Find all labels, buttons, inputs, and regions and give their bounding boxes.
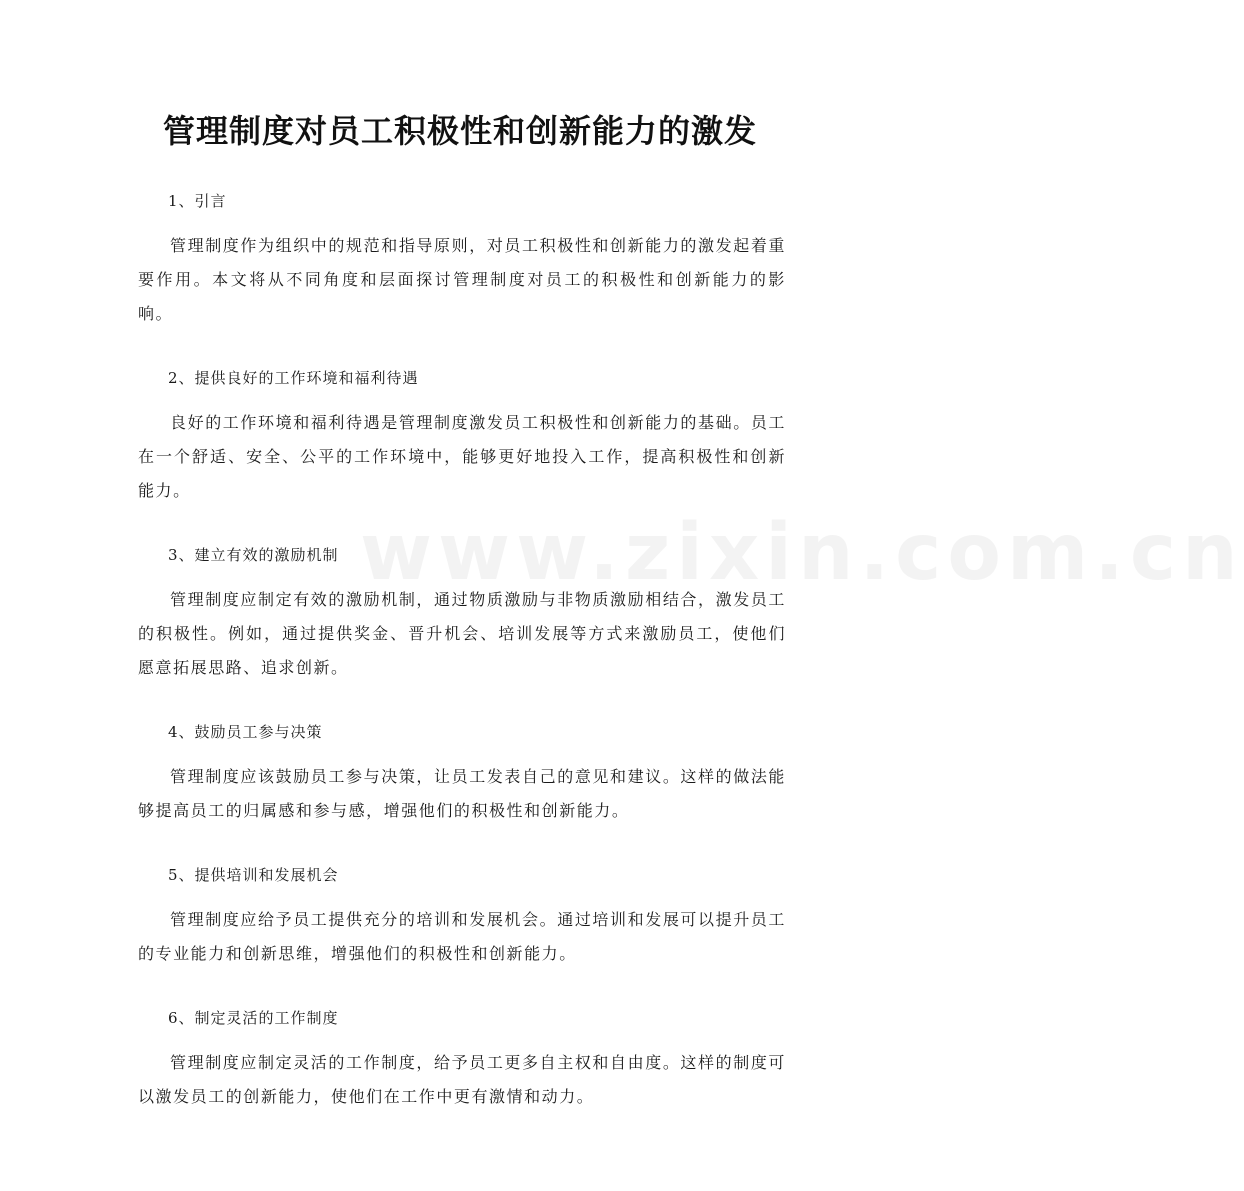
section-paragraph: 良好的工作环境和福利待遇是管理制度激发员工积极性和创新能力的基础。员工在一个舒适、安全、公平的工作环境中，能够更好地投入工作，提高积极性和创新能力。 bbox=[138, 413, 786, 500]
section-6 bbox=[138, 998, 786, 1114]
section-1 bbox=[138, 181, 786, 331]
section-heading: 5、提供培训和发展机会 bbox=[168, 866, 339, 884]
section-4 bbox=[138, 712, 786, 828]
section-paragraph: 管理制度应给予员工提供充分的培训和发展机会。通过培训和发展可以提升员工的专业能力和创新思维，增强他们的积极性和创新能力。 bbox=[138, 910, 786, 963]
section-3 bbox=[138, 535, 786, 685]
section-heading: 2、提供良好的工作环境和福利待遇 bbox=[168, 369, 419, 387]
section-heading: 6、制定灵活的工作制度 bbox=[168, 1009, 339, 1027]
section-paragraph: 管理制度应该鼓励员工参与决策，让员工发表自己的意见和建议。这样的做法能够提高员工的归属感和参与感，增强他们的积极性和创新能力。 bbox=[138, 767, 786, 820]
document-title: 管理制度对员工积极性和创新能力的激发 bbox=[162, 112, 757, 150]
document-body bbox=[138, 181, 786, 1141]
section-paragraph: 管理制度作为组织中的规范和指导原则，对员工积极性和创新能力的激发起着重要作用。本文将从不同角度和层面探讨管理制度对员工的积极性和创新能力的影响。 bbox=[138, 236, 786, 323]
section-heading: 4、鼓励员工参与决策 bbox=[168, 723, 323, 741]
section-heading: 3、建立有效的激励机制 bbox=[168, 546, 339, 564]
section-2 bbox=[138, 358, 786, 508]
section-5 bbox=[138, 855, 786, 971]
section-paragraph: 管理制度应制定灵活的工作制度，给予员工更多自主权和自由度。这样的制度可以激发员工的创新能力，使他们在工作中更有激情和动力。 bbox=[138, 1053, 786, 1106]
section-paragraph: 管理制度应制定有效的激励机制，通过物质激励与非物质激励相结合，激发员工的积极性。例如，通过提供奖金、晋升机会、培训发展等方式来激励员工，使他们愿意拓展思路、追求创新。 bbox=[138, 590, 786, 677]
watermark: www.zixin.com.cn bbox=[360, 508, 1244, 598]
section-heading: 1、引言 bbox=[168, 192, 227, 210]
